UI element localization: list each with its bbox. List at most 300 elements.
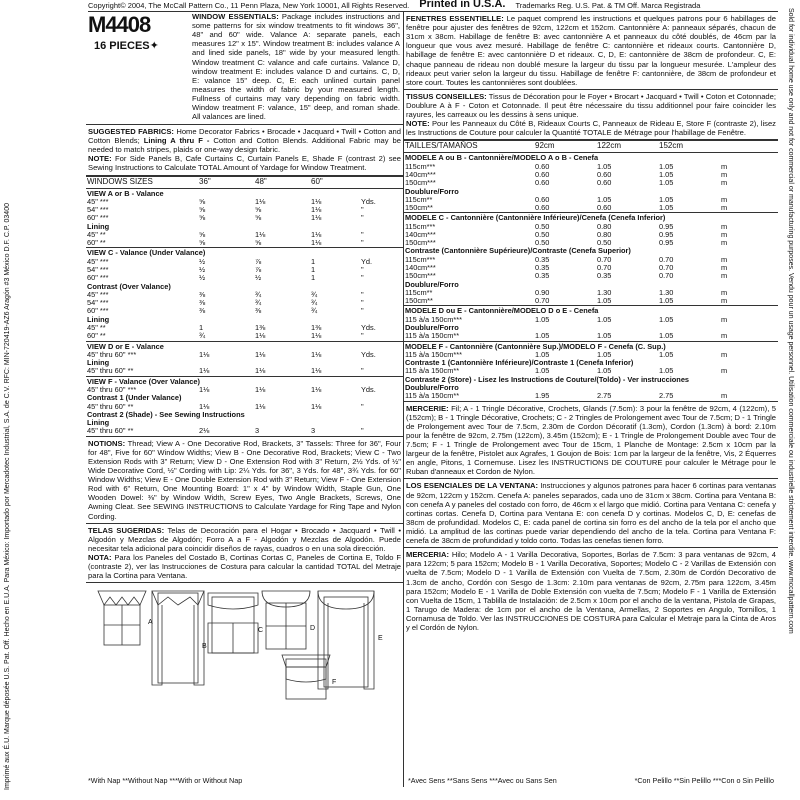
metric-cell: 0.70 [659, 271, 674, 281]
imperial-cell: 45" thru 60" ** [87, 401, 134, 411]
metric-cell: 1.05 [535, 349, 550, 359]
metric-cell: 1.05 [659, 314, 674, 324]
metric-cell: 1.95 [535, 391, 550, 401]
metric-cell: 115 à/a 150cm** [405, 391, 460, 401]
metric-cell: 1.05 [659, 296, 674, 306]
metric-cell: m [721, 314, 728, 324]
metric-cell: 0.80 [597, 221, 612, 231]
imperial-cell: ¾ [255, 298, 262, 308]
imperial-cell: 2⅛ [199, 426, 210, 436]
telas-title: TELAS SUGERIDAS: [88, 525, 165, 535]
suggested-fabrics [86, 125, 403, 176]
imperial-cell: " [361, 366, 364, 376]
metric-header-cell: 152cm [658, 141, 720, 153]
metric-cell: 115 à/a 150cm** [405, 366, 460, 376]
imperial-cell: 60" *** [87, 213, 109, 223]
metric-cell: m [721, 263, 728, 273]
imperial-group-title [86, 248, 403, 258]
metric-group-label: Doublure/Forro [405, 323, 459, 332]
metric-cell: 0.50 [535, 229, 550, 239]
metric-cell: 0.50 [535, 221, 550, 231]
imperial-cell: 1⅛ [255, 229, 266, 239]
imperial-cell: " [361, 298, 364, 308]
imperial-cell: 1⅛ [311, 213, 322, 223]
imperial-row [86, 231, 403, 239]
imperial-cell: ½ [199, 273, 206, 283]
imperial-cell: 60" *** [87, 273, 109, 283]
metric-cell: 0.70 [659, 263, 674, 273]
metric-cell: 115 à/a 150cm*** [405, 314, 462, 324]
metric-header-cell: TAILLES/TAMAÑOS [404, 141, 534, 153]
imperial-cell: 54" *** [87, 265, 109, 275]
imperial-cell: Yds. [361, 196, 376, 206]
window-essentials-text: Package includes instructions and some patterns for six window treatments to fit windows 36", 48" and 60" wide. Valance A: separate panels, each measures 12" x 15". Window treatment B: includes valance A and lined side panels, 18" wide by your measured length. Window treatment C: valance and cafe curtains. Valance D, window treatment E: includes valance D and curtains. C, D, E: valance 15" deep. C, E: each unlined curtain panel measures the width of fabric by your measured length. Fullness of curtains may vary depending on fabric width. Window treatment F: valance, 15" deep, and roman shade. All valances are lined. [192, 12, 400, 122]
metric-row [404, 297, 778, 306]
metric-row [404, 204, 778, 213]
window-essentials [192, 12, 400, 121]
side-legal-text-left: Imprimé aux É.U. Marque déposée U.S. Pat. Off. Hecho en E.U.A. Para México: Importado por Mercadotec Industrial, S.A. de C.V. RFC: MIN-720419-AZ6 Aragón #3 México D.F. C.P. 03400 [4, 203, 11, 790]
imperial-cell: 1⅛ [311, 196, 322, 206]
imperial-cell: Yds. [361, 384, 376, 394]
imperial-row [86, 299, 403, 307]
metric-cell: 150cm*** [405, 178, 436, 188]
imperial-cell: 1⅛ [255, 366, 266, 376]
imperial-group-label: Contrast 1 (Under Valance) [87, 393, 182, 403]
view-label-d: D [310, 625, 316, 633]
tissus-title: TISSUS CONSEILLES: [406, 91, 487, 101]
imperial-cell: 1 [311, 265, 316, 275]
metric-cell: m [721, 161, 728, 171]
imperial-cell: 1⅛ [311, 349, 322, 359]
esenciales-text: Instrucciones y algunos patrones para hacer 6 cortinas para ventanas de 92cm, 122cm y 152cm. Cenefa A: paneles separados, cada uno de 31cm x 38cm. Cortina para Ventana B: con cenefa A y paneles del costado con forro, de 46cm x el largo que midió. Cortina para Ventana C: cenefa y cortinas cortas. Cenefa D, Cortina para Ventana E: con cenefa D y cortinas. Modelos C, D, E: cenefas de 38cm de profundidad. Modelos C, E: cada panel de cortina sin forro es del ancho de la tela por el ancho que midió. La amplitud de las cortinas puede variar dependiendo del ancho de la tela. Cortina para Ventana F: cenefa de 38cm de profundidad y toldo corto. Todas las cenefas tienen forro. [406, 481, 776, 546]
nota-title: NOTA: [88, 552, 112, 562]
metric-cell: 115cm** [405, 194, 433, 204]
metric-cell: 0.80 [597, 229, 612, 239]
imperial-cell: 1⅛ [311, 331, 322, 341]
imperial-cell: 1⅛ [255, 401, 266, 411]
imperial-row [86, 239, 403, 248]
copyright-text: Copyright© 2004, The McCall Pattern Co., 11 Penn Plaza, New York 10001, All Rights Reserved. [88, 1, 410, 11]
imperial-row [86, 427, 403, 435]
imperial-cell: 1⅛ [199, 384, 210, 394]
metric-cell: 1.05 [597, 194, 612, 204]
metric-group-label: Doublure/Forro [405, 382, 459, 392]
imperial-group-title [86, 411, 403, 419]
merceria-text: Hilo; Modelo A - 1 Varilla Decorativa, Soportes, Borlas de 7.5cm: 3 para ventanas de 92cm, 4 para 122cm; 5 para 152cm; Modelo B - 1 Varilla Decorativa, Soportes; Modelo C - 2 Varillas de Extensión con vuelta de 7.5cm; Modelo D - 1 Varilla de Extensión con Vuelta de 7.5cm, 2.30m de Cordón Decorativo de 1.3cm de ancho, Cordón con Sesgo de 1.3cm: 2.10m para ventanas de 92cm, 2.75m para 122cm, 3.45m para 152cm; Modelo E - 1 Varilla de Doble Extensión con vuelta de 7.5cm; Modelo F - 1 Varilla de Extensión con Vuelta de 15cm, 1 Tablilla de Instalación: de 2.5cm x 10cm por el ancho de la ventana, Pistola de Grapas, 1 Tarugo de Madera: de 1cm por el ancho de la Ventana, Armellas, 2 Soportes en Angulo, Tornillos, 1 Cornamusa de Toldo. Ver las INSTRUCCIONES DE COSTURA para Calcular el Metraje para la Cinta de Aros y el Cordón de Nylon. [406, 550, 776, 633]
imperial-group-title [86, 394, 403, 402]
merceria-title: MERCERIA: [406, 550, 450, 560]
side-legal-text-right: Sold for individual home use only and not for commercial or manufacturing purposes. Vendu pour un usage personnel. Utilisation commerciale ou industrielle strictement interdite. www.mccallpattern.com [787, 8, 794, 634]
imperial-group-label: VIEW C - Valance (Under Valance) [86, 248, 403, 258]
imperial-cell: ⅝ [255, 213, 262, 223]
mercerie-text: Fil; A - 1 Tringle Décorative, Crochets, Glands (7.5cm): 3 pour la fenêtre de 92cm, 4 (122cm), 5 (152cm); B - 1 Tringle Décorative, Crochets; C - 2 Tringles de Prolongement avec Tour de 7.5cm; D - 1 Tringle de Prolongement avec Tour de 7.5cm, 2.30m de Cordon Décoratif (1.3cm), Cordon (1.3cm) à bord: 2.10m pour la fenêtre de 92cm, 2.75m (122cm), 3.45m (152cm); E - 1 Tringle de Prolongement Double avec Tour de 7.5cm; F - 1 Tringle de Prolongement avec Tour de 15cm, 1 Planche de Montage: 2.5cm x 10cm par la largeur de la fenêtre, Pistolet aux Agrafes, 1 Goujon de Bois: 1cm par la largeur de la fenêtre, Vis, 2 Équerres en angle, Pitons, 1 Cornemuse. Lisez les INSTRUCTIONS DE COUTURE pour calculer le Métrage pour le Ruban d'anneaux et Cordon de Nylon. [406, 403, 776, 477]
metric-cell: 0.70 [659, 254, 674, 264]
imperial-cell: ⅞ [255, 256, 262, 266]
metric-cell: 1.05 [597, 161, 612, 171]
imperial-group-title [86, 316, 403, 324]
imperial-group-label: Lining [87, 314, 110, 324]
pieces-count: 16 PIECES✦ [94, 40, 159, 52]
metric-cell: m [721, 169, 728, 179]
imperial-cell: Yd. [361, 256, 373, 266]
note-text: For Side Panels B, Cafe Curtains C, Curtain Panels E, Shade F (contrast 2) see Sewing Instructions to Calculate TOTAL Amount of Yardage for Window Treatment. [88, 154, 401, 173]
imperial-header-cell: WINDOWS SIZES [86, 176, 198, 188]
metric-group-label: Contraste 2 (Store) - Lisez les Instructions de Couture/(Toldo) - Ver instrucciones [405, 374, 690, 384]
note-fr-title: NOTE: [406, 119, 430, 129]
nap-footnote-fr-es [408, 777, 774, 785]
imperial-header-cell: 60" [310, 176, 360, 188]
imperial-cell: ⅝ [199, 213, 206, 223]
suggested-lining-label: Lining A thru F - [143, 136, 210, 146]
imperial-cell: ⅝ [199, 229, 206, 239]
metric-group-label: Contraste 1 (Cantonnière Inférieure)/Contraste 1 (Cenefa Inferior) [405, 358, 634, 368]
nota-text: Para los Paneles del Costado B, Cortinas Cortas C, Paneles de Cortina E, Toldo F (contraste 2), ver las Instrucciones de Costura para calcular la cantidad TOTAL del Metraje para la Cortina para Ventana. [88, 552, 401, 581]
metric-group-label: MODELE C - Cantonnière (Cantonnière Inférieure)/Cenefa (Cenefa Inferior) [404, 213, 778, 223]
imperial-cell: 60" ** [87, 331, 106, 341]
metric-cell: 2.75 [597, 391, 612, 401]
metric-cell: 115cm** [405, 287, 433, 297]
metric-cell: 0.50 [597, 238, 612, 248]
metric-cell: m [721, 178, 728, 188]
metric-cell: 0.95 [659, 229, 674, 239]
merceria [404, 548, 778, 634]
metric-cell: 1.05 [659, 331, 674, 341]
window-treatments-drawing [86, 583, 403, 703]
imperial-cell: 45" thru 60" *** [87, 384, 137, 394]
metric-cell: 150cm** [405, 296, 433, 306]
imperial-cell: " [361, 238, 364, 248]
imperial-cell: 1⅛ [255, 384, 266, 394]
metric-cell: 0.60 [535, 161, 550, 171]
metric-cell: 0.60 [535, 203, 550, 213]
suggested-fabrics-title: SUGGESTED FABRICS: [88, 127, 174, 136]
imperial-cell: ⅝ [255, 205, 262, 215]
imperial-cell: ⅝ [255, 238, 262, 248]
imperial-cell: 1⅜ [311, 323, 322, 332]
imperial-group-title [86, 223, 403, 231]
imperial-cell: " [361, 289, 364, 299]
metric-cell: 0.60 [535, 194, 550, 204]
tissus-conseilles [404, 90, 778, 141]
imperial-cell: ⅜ [199, 298, 206, 308]
metric-cell: m [721, 221, 728, 231]
imperial-cell: ⅝ [199, 238, 206, 248]
imperial-row [86, 307, 403, 315]
imperial-cell: " [361, 213, 364, 223]
imperial-cell: 1⅛ [311, 384, 322, 394]
imperial-cell: ½ [199, 256, 206, 266]
imperial-cell: ¾ [199, 331, 206, 341]
imperial-cell: 1⅜ [255, 323, 266, 332]
metric-cell: 140cm*** [405, 169, 436, 179]
imperial-cell: 1⅛ [311, 205, 322, 215]
metric-header-cell: 122cm [596, 141, 658, 153]
metric-cell: m [721, 238, 728, 248]
printed-in-text: Printed in U.S.A. [419, 0, 506, 11]
metric-cell: m [721, 391, 728, 401]
metric-cell: 0.90 [535, 287, 550, 297]
imperial-cell: 54" *** [87, 205, 109, 215]
metric-cell: 0.60 [597, 169, 612, 179]
view-label-b: B [202, 643, 207, 651]
imperial-group-label: VIEW D or E - Valance [86, 341, 403, 351]
metric-cell: 0.70 [597, 263, 612, 273]
imperial-group-label: Contrast 2 (Shade) - See Sewing Instructions [87, 409, 245, 419]
metric-group-label: MODELE F - Cantonnière (Cantonnière Sup.)/MODELO F - Cenefa (C. Sup.) [404, 341, 778, 351]
metric-cell: 1.05 [597, 296, 612, 306]
metric-row [404, 179, 778, 187]
view-label-a: A [148, 619, 153, 627]
metric-group-label: Doublure/Forro [405, 279, 459, 289]
footnote-fr: *Avec Sens **Sans Sens ***Avec ou Sans Sen [408, 775, 557, 785]
imperial-row [86, 367, 403, 376]
footnote-es: *Con Pelillo **Sin Pelillo ***Con o Sin Pelillo [634, 775, 774, 785]
fenetres-title: FENETRES ESSENTIELLE: [406, 14, 504, 23]
telas-text: Telas de Decoración para el Hogar • Brocado • Jacquard • Twill • Algodón y Mezclas de Algodón; Forro A a F - Algodón y Mezclas de Algodón. Puede necesitar tela adicional para coincidir diseños de rayas, cuadros o en una sola dirección. [88, 525, 401, 553]
imperial-cell: 1⅛ [255, 349, 266, 359]
metric-cell: 115 à/a 150cm*** [405, 349, 462, 359]
imperial-cell: 1⅛ [255, 196, 266, 206]
imperial-row [86, 324, 403, 332]
imperial-group-label: Contrast (Over Valance) [87, 281, 171, 291]
metric-cell: 1.30 [659, 287, 674, 297]
imperial-cell: 60" *** [87, 306, 109, 316]
metric-cell: m [721, 203, 728, 213]
metric-cell: 115cm*** [405, 221, 436, 231]
imperial-cell: 45" *** [87, 196, 109, 206]
imperial-group-label: Lining [87, 418, 110, 428]
pattern-header [86, 12, 403, 125]
metric-cell: m [721, 271, 728, 281]
imperial-row [86, 206, 403, 214]
telas-sugeridas [86, 524, 403, 584]
imperial-cell: 45" *** [87, 256, 109, 266]
metric-group-label: MODELE D ou E - Cantonnière/MODELO D o E - Cenefa [404, 306, 778, 316]
imperial-cell: 60" ** [87, 238, 106, 248]
french-spanish-column [404, 12, 778, 787]
imperial-cell: ½ [199, 265, 206, 275]
metric-cell: 1.05 [597, 349, 612, 359]
metric-cell: m [721, 296, 728, 306]
imperial-group-title [86, 283, 403, 291]
imperial-cell: ¾ [311, 289, 318, 299]
metric-cell: 140cm*** [405, 229, 436, 239]
imperial-cell: 1⅛ [199, 349, 210, 359]
metric-cell: m [721, 194, 728, 204]
imperial-cell: ¾ [311, 306, 318, 316]
imperial-cell: " [361, 273, 364, 283]
metric-group-label: Doublure/Forro [405, 186, 459, 196]
metric-cell: 1.05 [597, 366, 612, 376]
metric-cell: 140cm*** [405, 263, 436, 273]
imperial-cell: 45" ** [87, 323, 106, 332]
imperial-cell: 54" *** [87, 298, 109, 308]
imperial-cell: 1⅛ [311, 229, 322, 239]
imperial-cell: " [361, 401, 364, 411]
esenciales-title: LOS ESENCIALES DE LA VENTANA: [406, 481, 539, 491]
imperial-cell: " [361, 205, 364, 215]
imperial-cell: 1⅛ [255, 331, 266, 341]
metric-row [404, 332, 778, 341]
imperial-group-label: Lining [87, 358, 110, 368]
mercerie [404, 401, 778, 480]
empty-cell [360, 176, 403, 188]
imperial-group-label: VIEW F - Valance (Over Valance) [86, 376, 403, 386]
imperial-cell: ¾ [311, 298, 318, 308]
view-label-c: C [258, 627, 264, 635]
imperial-cell: 45" ** [87, 229, 106, 239]
notions-text: Thread; View A - One Decorative Rod, Brackets, 3" Tassels: Three for 36", Four for 48", Five for 60" Window Widths; View B - One Decorative Rod, Brackets; View C - Two Extension Rods with 3" Return; View D - One Extension Rod with 3" Return, 2½ Yds. of ½" Wide Decorative Cord, ½" Cording with Lip: 2¼ Yds. for 36", 3 Yds. for 48", 3¾ Yds. for 60" Window Widths; View E - One Double Extension Rod with 3" Return; View F - One Extension Rod with 6" Return, One Mounting Board: 1" x 4" by Window Width, Staple Gun, One Wooden Dowel: ⅜" by Window Width, Screw Eyes, Two Angle Brackets, Screws, One Awning Cleat. See SEWING INSTRUCTIONS to Calculate Yardage for Ring Tape and Nylon Cording. [88, 438, 401, 521]
metric-cell: 1.05 [659, 161, 674, 171]
imperial-cell: 3 [311, 426, 316, 436]
metric-cell: m [721, 287, 728, 297]
imperial-cell: Yds. [361, 323, 376, 332]
imperial-cell: 45" thru 60" ** [87, 426, 134, 436]
imperial-row [86, 291, 403, 299]
metric-cell: 0.60 [535, 178, 550, 188]
nap-footnote: *With Nap **Without Nap ***With or Without Nap [88, 775, 243, 785]
metric-cell: 1.05 [597, 314, 612, 324]
metric-cell: 115cm*** [405, 161, 436, 171]
metric-cell: 0.60 [535, 169, 550, 179]
imperial-cell: ⅜ [199, 306, 206, 316]
copyright-bar [88, 0, 778, 12]
imperial-cell: 1⅛ [199, 366, 210, 376]
imperial-cell: 1 [311, 273, 316, 283]
imperial-cell: " [361, 306, 364, 316]
imperial-cell: 45" thru 60" *** [87, 349, 137, 359]
imperial-group-title [86, 419, 403, 427]
imperial-row [86, 214, 403, 222]
metric-cell: 1.05 [659, 178, 674, 188]
metric-row [404, 316, 778, 324]
imperial-cell: 3 [255, 426, 260, 436]
imperial-cell: ⅝ [199, 205, 206, 215]
imperial-header-cell: 48" [254, 176, 310, 188]
metric-cell: 1.05 [535, 366, 550, 376]
imperial-cell: ⅜ [255, 306, 262, 316]
imperial-cell: " [361, 265, 364, 275]
imperial-cell: 1 [311, 256, 316, 266]
metric-cell: 0.95 [659, 221, 674, 231]
metric-cell: 0.70 [597, 254, 612, 264]
imperial-cell: ⅞ [255, 265, 262, 275]
imperial-row [86, 266, 403, 274]
metric-cell: 150cm*** [405, 238, 436, 248]
metric-cell: 150cm*** [405, 271, 436, 281]
imperial-group-title [86, 359, 403, 367]
metric-cell: m [721, 331, 728, 341]
metric-cell: 1.05 [659, 194, 674, 204]
imperial-row [86, 258, 403, 266]
metric-cell: 0.35 [535, 263, 550, 273]
metric-cell: m [721, 349, 728, 359]
metric-cell: 0.50 [535, 238, 550, 248]
metric-cell: 0.60 [597, 178, 612, 188]
metric-cell: 0.60 [597, 203, 612, 213]
metric-row [404, 272, 778, 280]
metric-cell: 1.05 [659, 169, 674, 179]
metric-group-label: MODELE A ou B - Cantonnière/MODELO A o B - Cenefa [404, 153, 778, 163]
window-essentials-title: WINDOW ESSENTIALS: [192, 12, 279, 21]
mercerie-title: MERCERIE: [406, 403, 449, 413]
metric-cell: 0.35 [535, 254, 550, 264]
imperial-group-title [86, 188, 403, 198]
imperial-cell: " [361, 426, 364, 436]
imperial-row [86, 351, 403, 359]
metric-cell: 1.05 [659, 349, 674, 359]
pattern-number: M4408 [88, 12, 151, 37]
imperial-cell: 1⅛ [311, 238, 322, 248]
imperial-cell: " [361, 229, 364, 239]
metric-cell: 2.75 [659, 391, 674, 401]
english-column [86, 12, 404, 787]
view-label-f: F [332, 679, 337, 687]
trademark-text: Trademarks Reg. U.S. Pat. & TM Off. Marca Registrada [515, 1, 701, 11]
metric-cell: 0.70 [535, 296, 550, 306]
metric-cell: 0.35 [535, 271, 550, 281]
suggested-fabrics-text-2: Cotton and Cotton Blends. Additional Fabric may be needed to match stripes, plaids or one-way design fabric. [88, 136, 402, 155]
imperial-header-cell: 36" [198, 176, 254, 188]
metric-cell: m [721, 229, 728, 239]
tissus-text: Tissus de Décoration pour le Foyer • Brocart • Jacquard • Twill • Coton et Cotonnade; Doublure A à F - Coton et Cotonnade. Il peut être nécessaire du tissu additionnel pour faire coincider les rayures, les carreaux ou les dessins à sens unique. [406, 91, 776, 120]
imperial-cell: 1 [199, 323, 204, 332]
metric-header-cell [720, 141, 778, 153]
imperial-header-row [86, 176, 403, 188]
metric-cell: 115cm*** [405, 254, 436, 264]
metric-cell: 1.30 [597, 287, 612, 297]
metric-cell: 1.05 [597, 331, 612, 341]
metric-cell: 1.05 [659, 203, 674, 213]
metric-header-cell: 92cm [534, 141, 596, 153]
notions-title: NOTIONS: [88, 438, 126, 448]
metric-group-title [404, 376, 778, 384]
metric-cell: m [721, 254, 728, 264]
imperial-cell: " [361, 331, 364, 341]
imperial-cell: 45" *** [87, 289, 109, 299]
imperial-cell: ⅝ [199, 196, 206, 206]
yardage-table-imperial [86, 176, 403, 436]
metric-header-row [404, 141, 778, 153]
metric-cell: 150cm** [405, 203, 433, 213]
metric-cell: 1.05 [659, 366, 674, 376]
metric-cell: 1.05 [535, 314, 550, 324]
imperial-cell: ⅜ [199, 289, 206, 299]
imperial-group-label: Lining [87, 221, 110, 231]
metric-cell: m [721, 366, 728, 376]
imperial-row [86, 332, 403, 341]
note-fr-text: Pour les Panneaux du Côté B, Rideaux Courts C, Panneaux de Rideau E, Store F (contraste 2), lisez les Instructions de Couture pour calculer la Quantité TOTALE de Métrage pour l'habillage de Fenêtre. [406, 119, 776, 138]
esenciales-ventana [404, 479, 778, 548]
imperial-cell: 45" thru 60" ** [87, 366, 134, 376]
imperial-row [86, 198, 403, 206]
imperial-cell: 1⅛ [311, 366, 322, 376]
imperial-cell: 1⅛ [311, 401, 322, 411]
metric-cell: 0.35 [597, 271, 612, 281]
suggested-fabrics-text: Home Decorator Fabrics • Brocade • Jacquard • Twill • Cotton and Cotton Blends; [88, 127, 401, 146]
view-label-e: E [378, 635, 383, 643]
fenetres-essentielle [404, 12, 778, 90]
window-treatment-illustrations [86, 583, 403, 703]
metric-cell: 0.95 [659, 238, 674, 248]
fenetres-text: Le paquet comprend les instructions et quelques patrons pour 6 habillages de fenêtre pour ajuster des fenêtres de 92cm, 122cm et 152cm. Cantonnière A: panneaux séparés, chacun de 31cm x 38cm. Habillage de fenêtre B: avec cantonnière A et panneaux du côté doublés, de 46cm par la longueur que vous avez mesuré. Habillage de fenêtre C: cantonnière et rideaux courts. Cantonnière D, habillage de fenêtre E: avec cantonnière D et rideaux. C, D, E: cantonnière de 38cm de profondeur. C, E: chaque panneau de rideau non doublé mesure la largeur du tissu par la longueur mesurée. L'ampleur des rideaux peut varier selon la largeur du tissu. Habillage de fenêtre F: cantonnière, de 38cm de profondeur et store court. Toutes les cantonnières sont doublées. [406, 14, 776, 87]
imperial-group-label: VIEW A or B - Valance [86, 188, 403, 198]
imperial-cell: ½ [255, 273, 262, 283]
imperial-cell: ¾ [255, 289, 262, 299]
metric-group-label: Contraste (Cantonnière Supérieure)/Contraste (Cenefa Superior) [405, 246, 631, 256]
imperial-cell: 1⅛ [199, 401, 210, 411]
imperial-cell: Yds. [361, 349, 376, 359]
